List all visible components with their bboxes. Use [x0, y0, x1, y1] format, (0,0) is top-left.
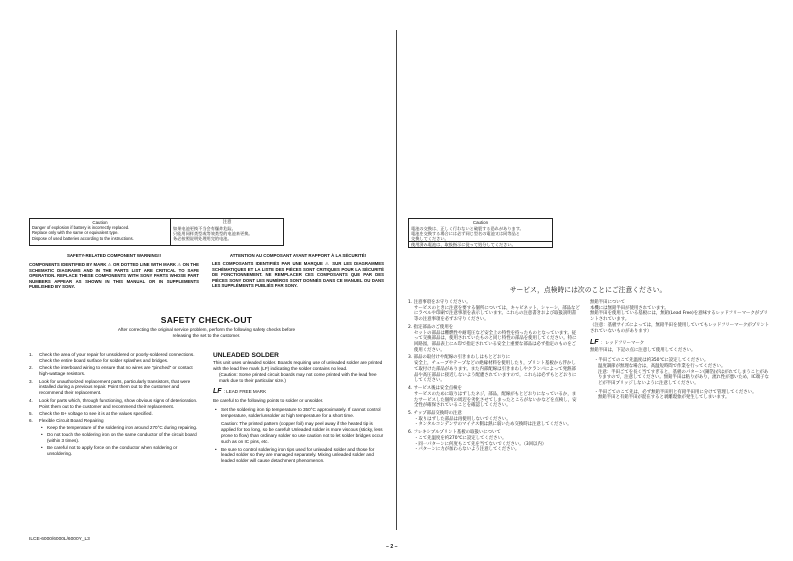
solder-bullet: • Set the soldering iron tip temperature to 350°C approximately. If cannot control temperature, solder/unsolder at high temperature for a short time.: [215, 407, 381, 419]
safety-steps: [29, 352, 199, 458]
jp-paragraph: 注意：半田ごてを長く当てすぎると，基板のパターン(銅箔)がはがれてしまうことがありますので，注意してください。無鉛半田は粘りがあり，流れ性が悪いため，IC端子などが半田ブリッジしないように注意してください。: [598, 369, 769, 386]
step-item: 4. Look for parts which, through functioning, show obvious signs of deterioration. Point them out to the customer and recommend their replacement.: [29, 397, 198, 409]
caution-jp-header: Caution: [472, 220, 489, 225]
caution-en-cell: [30, 219, 170, 245]
jp-column-1: [408, 300, 580, 453]
jp-paragraph: 温度調節が無理な場合は，高温短時間で作業を行ってください。: [598, 363, 726, 369]
safety-checkout-intro: After correcting the original service problem, perform the following safety checks before releasing the set to the customer.: [117, 327, 296, 338]
caution-zh-line: 只能用同样类型或等效类型的电池来更换。: [173, 230, 253, 236]
caution-box: [29, 218, 284, 246]
jp-paragraph: 無鉛半田は，下記の点に注意して使用してください。: [590, 348, 696, 354]
caution-zh-cell: [170, 219, 283, 245]
caution-zh-header: 注意: [222, 220, 232, 225]
jp-paragraph: 安全上，チューブやテープなどの絶縁材料を使用したり，プリント基板から浮かして取付けた部品があります。また内部配線は引きまわしやクランパによって発熱部品や高圧部品に接近しないよう配慮されていますので，これらは必ずもとどおりにしてください。: [414, 361, 577, 384]
page-number: – 2 –: [386, 544, 398, 550]
step-item: 1. Check the area of your repair for unsoldered or poorly-soldered connections. Check the entire board surface for solder splashes and bridges.: [29, 352, 195, 363]
jp-heading: 1. 注意事項をお守りください。: [408, 300, 471, 305]
attention-body: LES COMPOSANTS IDENTIFIÉS PAR UNE MARQUE ⚠ SUR LES DIAGRAMMES SCHÉMATIQUES ET LA LISTE DES PIÈCES SONT CRITIQUES POUR LA SÉCURITÉ DE FONCTIONNEMENT. NE REMPLACER CES COMPOSANTS QUE PAR DES PIÈCES SONY DONT LES NUMÉROS SONT DONNÉS DANS CE MANUEL OU DANS LES SUPPLÉMENTS PUBLIÉS PAR SONY.: [212, 261, 384, 288]
jp-lf-row: [590, 338, 770, 347]
caution-jp-line: 電池を交換する場合には必ず同じ型名の電池又は同等品と: [411, 230, 520, 236]
jp-paragraph: ・取りはずした部品は再使用しないでください。: [414, 416, 511, 422]
caution-en-line: Dispose of used batteries according to the instructions.: [32, 235, 134, 241]
jp-heading: 4. サービス後は安全点検を: [408, 386, 462, 392]
step-item: 5. Check the B+ voltage to see it is at the values specified.: [29, 410, 153, 416]
jp-paragraph: ・パターンに力が加わらないよう注意してください。: [414, 447, 520, 453]
solder-bullet: • Be sure to control soldering iron tips used for unleaded solder and those for leaded solder so they are managed separately. Mixing unleaded solder and leaded solder will cause detachment phenomenon.: [215, 446, 375, 464]
sub-item: • Keep the temperature of the soldering iron around 270°C during repairing.: [41, 425, 198, 431]
safety-checkout-title: SAFETY CHECK-OUT: [160, 315, 253, 325]
safety-warning-body: COMPONENTS IDENTIFIED BY MARK ⚠ OR DOTTED LINE WITH MARK ⚠ ON THE SCHEMATIC DIAGRAMS AND IN THE PARTS LIST ARE CRITICAL TO SAFE OPERATION. REPLACE THESE COMPONENTS WITH SONY PARTS WHOSE PART NUMBERS APPEAR AS SHOWN IN THIS MANUAL OR IN SUPPLEMENTS PUBLISHED BY SONY.: [29, 262, 199, 289]
safety-warning-title: SAFETY-RELATED COMPONENT WARNING!!: [66, 253, 162, 258]
sub-item: • Be careful not to apply force on the conductor when soldering or unsoldering.: [41, 444, 178, 456]
attention-title: ATTENTION AU COMPOSANT AYANT RAPPORT À LA SÉCURITÉ!: [229, 253, 367, 258]
jp-heading: 3. 部品の取付けや配線の引きまわしはもとどおりに: [408, 355, 511, 361]
caution-jp-box: [408, 218, 553, 248]
jp-paragraph: サービスのために取りはずしたネジ，部品，配線がもとどおりになっているか，またサービスした個所の周辺を劣化させてしまったところがないかなどを点検し，安全性が確保されていることを確認してください。: [414, 391, 577, 409]
unleaded-section: [213, 352, 385, 465]
solder-bullet: Caution: The printed pattern (copper foil) may peel away if the heated tip is applied for too long, so be careful! Unleaded solder is more viscous (sticky, less prone to flow) than ordinary solder so use caution not to let solder bridges occur such as on IC pins, etc.: [221, 421, 384, 444]
unleaded-title: UNLEADED SOLDER: [213, 352, 279, 359]
jp-column-2: [590, 300, 770, 401]
safety-checkout-header: [29, 315, 384, 339]
jp-heading: 2. 指定部品のご使用を: [408, 324, 454, 330]
jp-paragraph: ・同一パターンに何度もこて先を当てないでください。（3回以内）: [414, 441, 547, 447]
jp-paragraph: セットの部品は難燃性や耐電圧など安全上の特性を持ったものとなっています。従って交換部品は，使用されていたものと同じ特性の部品を使用してください。特に回路図，部品表上に⚠印で指定されている安全上重要な部品は必ず指定のものをご使用ください。: [414, 330, 577, 353]
jp-paragraph: ・半田ごてのこて先温度は約350℃に設定してください。: [594, 358, 709, 364]
safety-warning: [29, 253, 199, 290]
page-divider: [396, 30, 397, 530]
caution-jp-line: 交換してください。: [411, 236, 449, 242]
jp-heading: 5. チップ部品交換時の注意: [408, 410, 462, 416]
caution-jp-line: 電池の交換は、正しく行わないと破裂する恐れがあります。: [411, 225, 524, 231]
caution-zh-line: 务必按照说明处理用完的电池。: [173, 236, 232, 242]
sub-item: • Do not touch the soldering iron on the same conductor of the circuit board (within 3 times).: [41, 432, 197, 443]
jp-paragraph: 本機には無鉛半田が使用されています。: [590, 305, 669, 311]
jp-paragraph: ・タンタルコンデンサのマイナス側は熱に弱いため交換時は注意してください。: [414, 422, 572, 428]
caution-en-header: Caution: [92, 220, 108, 225]
step-item: 3. Look for unauthorized replacement parts, particularly transistors, that were installed during a previous repair. Point them out to the customer and recommend their replacement.: [29, 378, 191, 396]
attention-francais: [212, 253, 384, 289]
jp-paragraph: 無鉛半田を使用している基板には，無鉛(Lead Free)を意味するレッドフリーマークがプリントされています。: [590, 311, 768, 323]
caution-jp-line: 使用済み電池は、取扱指示に従って処分してください。: [409, 241, 552, 247]
jp-paragraph: サービスのときに注意を要する個所については，キャビネット，シャーシ，部品などにラベルや印刷で注意事項を表示しています。これらの注意書きおよび取扱説明書等の注意事項を必ずお守りください。: [414, 305, 580, 323]
jp-heading: 無鉛半田について: [590, 300, 626, 305]
caution-en-line: Danger of explosion if battery is incorrectly replaced.: [32, 225, 130, 230]
unleaded-caution: (Caution: Some printed circuit boards may not come printed with the lead free mark due to their particular size.): [219, 371, 377, 383]
jp-paragraph: ・半田ごてのこて先は，必ず無鉛半田用と有鉛半田用に分けて管理してください。: [594, 389, 757, 395]
lf-mark-row: [213, 388, 385, 397]
unleaded-body: This unit uses unleaded solder. Boards requiring use of unleaded solder are printed with the lead free mark (LF) indicating the solder contains no lead.: [213, 360, 383, 371]
lf-mark-label: : LEAD FREE MARK: [223, 388, 267, 394]
lead-free-mark-icon: LF: [213, 387, 222, 395]
careful-text: Be careful to the following points to solder or unsolder.: [213, 398, 324, 404]
jp-heading: 6. フレキシブルプリント基板の取扱いについて: [408, 430, 501, 436]
step-item: 6. Flexible Circuit Board Repairing • Keep the temperature of the soldering iron around 270°C during repairing. • Do not touch the soldering iron on the same conductor of the circuit board (within 3 times). • Be careful not to apply force on the conductor when soldering or unsoldering.: [29, 418, 198, 456]
caution-zh-line: 如果电池更换不当会有爆炸危险。: [173, 225, 236, 231]
model-number: ILCE-6000/6000L/6000Y_L3: [29, 537, 90, 542]
jp-paragraph: 無鉛半田と有鉛半田が混在すると剥離現象が発生してしまいます。: [598, 395, 730, 401]
caution-jp-cell: [409, 219, 552, 247]
lead-free-mark-icon: LF: [590, 339, 599, 347]
caution-en-line: Replace only with the same or equivalent type.: [32, 230, 119, 236]
step-item: 2. Check the interboard wiring to ensure that no wires are "pinched" or contact high-wattage resistors.: [29, 365, 193, 377]
jp-lf-label: ：レッドフリーマーク: [600, 341, 645, 347]
jp-paragraph: （注意：基板サイズによっては，無鉛半田を使用していてもレッドフリーマークがプリントされていないものがあります）: [590, 322, 770, 334]
jp-page-title: サービス，点検時には次のことにご注意ください。: [509, 286, 667, 294]
jp-paragraph: ・こて先温度を約270℃に設定してください。: [414, 435, 507, 441]
